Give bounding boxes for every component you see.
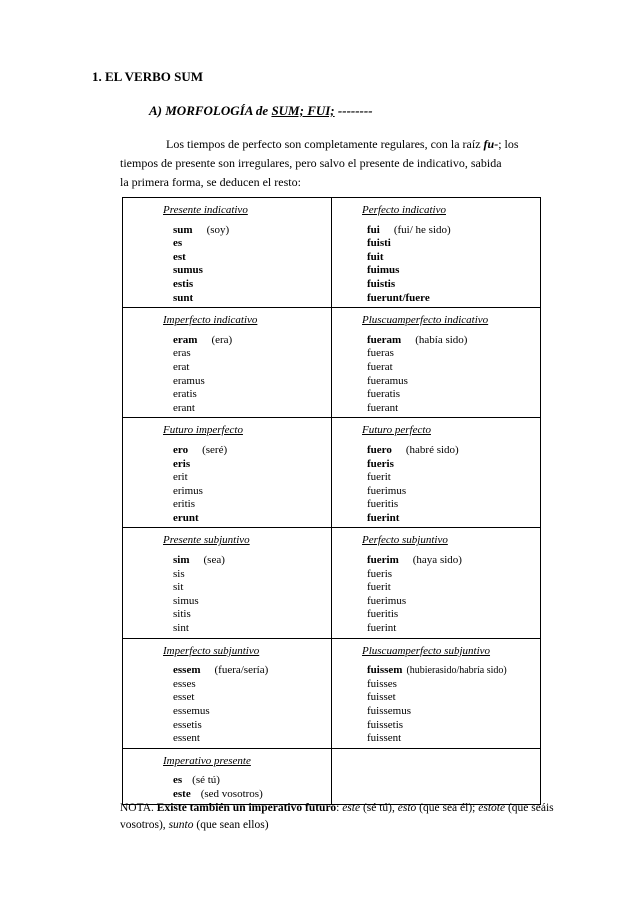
- note-trans-4: (que sean ellos): [193, 819, 269, 831]
- verb-form: [173, 774, 331, 788]
- tense-title: Presente subjuntivo: [163, 534, 250, 547]
- verb-form-text: sunt: [173, 291, 194, 304]
- verb-form-text: fuissetis: [367, 718, 404, 731]
- verb-form: [173, 334, 331, 348]
- verb-form-text: fuerimus: [367, 594, 407, 607]
- translation: (había sido): [415, 333, 468, 346]
- subsection-letter: A): [149, 103, 162, 118]
- verb-form: [173, 691, 331, 705]
- tense-cell-right: [332, 638, 541, 748]
- verb-form: [173, 705, 331, 719]
- translation: (fui/ he sido): [393, 223, 451, 236]
- verb-form-text: fuerit: [367, 581, 391, 594]
- verb-form: [367, 608, 540, 622]
- translation: (fuera/sería): [214, 664, 269, 677]
- verb-form: [367, 554, 540, 568]
- verb-form-text: fuerant: [367, 401, 399, 414]
- verb-form: [367, 512, 540, 526]
- verb-form-text: esses: [173, 677, 196, 690]
- tense-title: Imperativo presente: [163, 754, 251, 767]
- section-heading: 1. EL VERBO SUM: [92, 69, 204, 84]
- tense-row: [123, 198, 541, 308]
- verb-form: [367, 444, 540, 458]
- empty-cell: [332, 748, 541, 804]
- verb-form: [173, 678, 331, 692]
- verb-form: [173, 595, 331, 609]
- verb-form-text: sitis: [173, 608, 191, 621]
- note-form-estote: estote: [478, 802, 506, 814]
- verb-form-text: fuit: [367, 250, 384, 263]
- subsection-dashes: --------: [337, 103, 373, 118]
- verb-form-text: estis: [173, 277, 194, 290]
- verb-form-text: simus: [173, 594, 199, 607]
- tense-title: Presente indicativo: [163, 204, 248, 216]
- verb-form-text: fueris: [367, 457, 394, 470]
- note-bold: Existe también un imperativo futuro: [156, 802, 337, 814]
- verb-form: [367, 471, 540, 485]
- verb-form: [173, 471, 331, 485]
- note-trans-1: (sé tú),: [360, 802, 398, 814]
- tense-title: Pluscuamperfecto subjuntivo: [362, 644, 491, 657]
- verb-form-text: fueras: [367, 347, 394, 360]
- verb-form: [367, 719, 540, 733]
- verb-form: [173, 568, 331, 582]
- verb-form-text: eram: [173, 333, 198, 346]
- verb-form-text: fuerat: [367, 360, 393, 373]
- verb-form-text: sumus: [173, 264, 203, 277]
- verb-form: [173, 251, 331, 265]
- verb-form-text: este: [173, 787, 191, 800]
- verb-form: [367, 498, 540, 512]
- verb-form-text: fuerim: [367, 554, 399, 567]
- verb-form: [173, 622, 331, 636]
- subsection-heading: [149, 103, 373, 119]
- translation: (soy): [206, 223, 230, 236]
- tense-title: Perfecto subjuntivo: [362, 534, 448, 547]
- verb-form-text: erimus: [173, 484, 203, 497]
- verb-form: [367, 402, 540, 416]
- verb-form-text: fuerint: [367, 511, 400, 524]
- verb-form-text: sint: [173, 622, 189, 635]
- verb-form-text: fuero: [367, 443, 392, 456]
- translation: (hubierasido/habría sido): [406, 665, 507, 677]
- verb-form-text: sit: [173, 581, 184, 594]
- verb-form: [367, 334, 540, 348]
- intro-text-3: tiempos de presente son irregulares, pero salvo el presente de indicativo, sabida: [120, 156, 502, 170]
- tense-cell-left: [123, 308, 332, 418]
- verb-form-text: sis: [173, 567, 185, 580]
- verb-form: [367, 458, 540, 472]
- verb-form-text: essem: [173, 664, 201, 677]
- verb-form-text: erant: [173, 401, 195, 414]
- verb-form: [173, 224, 331, 238]
- note-form-esto: esto: [397, 802, 417, 814]
- verb-form: [173, 278, 331, 292]
- intro-text-4: la primera forma, se deducen el resto:: [120, 175, 301, 189]
- translation: (sé tú): [192, 774, 220, 787]
- tense-cell-left: [123, 638, 332, 748]
- verb-form-text: fuistis: [367, 277, 396, 290]
- verb-form: [173, 347, 331, 361]
- verb-form: [367, 622, 540, 636]
- tense-row: [123, 638, 541, 748]
- tense-row: [123, 308, 541, 418]
- translation: (seré): [202, 443, 228, 456]
- verb-form-text: fueris: [367, 567, 393, 580]
- verb-form: [173, 264, 331, 278]
- verb-form: [173, 664, 331, 678]
- verb-form: [367, 595, 540, 609]
- intro-text-2: ; los: [498, 137, 519, 151]
- verb-form-text: fuisti: [367, 237, 391, 250]
- verb-form-text: ero: [173, 443, 189, 456]
- verb-form-text: fuissemus: [367, 705, 411, 717]
- tense-row: [123, 528, 541, 638]
- tense-row: [123, 418, 541, 528]
- subsection-verb: SUM; FUI;: [271, 103, 335, 118]
- verb-form: [173, 388, 331, 402]
- subsection-title: MORFOLOGÍA de: [165, 103, 269, 118]
- tense-title: Imperfecto subjuntivo: [163, 644, 260, 657]
- verb-form: [173, 719, 331, 733]
- verb-form: [173, 512, 331, 526]
- verb-form: [367, 375, 540, 389]
- verb-form-text: fuerint: [367, 622, 397, 635]
- translation: (sed vosotros): [200, 787, 263, 800]
- verb-form: [367, 705, 540, 719]
- verb-form: [173, 444, 331, 458]
- verb-form: [367, 292, 540, 306]
- verb-form-text: fui: [367, 223, 380, 236]
- verb-form: [173, 458, 331, 472]
- verb-form: [367, 361, 540, 375]
- note-trans-3: (que seáis vosotros),: [120, 802, 554, 831]
- verb-form-text: erat: [173, 360, 190, 373]
- verb-form-text: eritis: [173, 498, 195, 511]
- verb-form: [173, 375, 331, 389]
- verb-form-text: fuerunt/fuere: [367, 291, 430, 304]
- verb-form: [367, 224, 540, 238]
- verb-form: [173, 554, 331, 568]
- verb-form-text: sim: [173, 554, 190, 567]
- note-form-sunto: sunto: [168, 819, 194, 831]
- conjugation-table: [122, 197, 541, 805]
- verb-form-text: erunt: [173, 511, 199, 524]
- verb-form: [173, 498, 331, 512]
- tense-cell-left: [123, 418, 332, 528]
- verb-form-text: essetis: [173, 718, 202, 731]
- verb-form-text: es: [173, 774, 183, 787]
- tense-cell-left: [123, 748, 332, 804]
- verb-form: [173, 485, 331, 499]
- verb-form-text: es: [173, 237, 183, 250]
- note-colon: :: [336, 802, 343, 814]
- tense-title: Futuro perfecto: [362, 424, 431, 437]
- verb-form-text: fuisses: [367, 677, 397, 690]
- tense-cell-left: [123, 198, 332, 308]
- verb-form-text: fuissem: [367, 664, 403, 677]
- verb-form: [367, 568, 540, 582]
- verb-form: [367, 251, 540, 265]
- verb-form: [367, 237, 540, 251]
- verb-form-text: fueritis: [367, 498, 399, 511]
- verb-form: [367, 732, 540, 746]
- tense-title: Imperfecto indicativo: [163, 314, 258, 327]
- intro-text-1: Los tiempos de perfecto son completamente regulares, con la raíz: [166, 137, 484, 151]
- translation: (haya sido): [412, 554, 462, 567]
- verb-form: [367, 388, 540, 402]
- verb-form: [173, 361, 331, 375]
- tense-cell-left: [123, 528, 332, 638]
- verb-form-text: essemus: [173, 705, 210, 717]
- note-label: NOTA.: [120, 802, 154, 814]
- verb-form: [367, 691, 540, 705]
- tense-title: Futuro imperfecto: [163, 424, 243, 437]
- tense-cell-right: [332, 308, 541, 418]
- tense-cell-right: [332, 418, 541, 528]
- verb-form-text: fueramus: [367, 374, 408, 387]
- note: [120, 800, 560, 834]
- verb-form-text: eratis: [173, 388, 197, 401]
- verb-form: [173, 292, 331, 306]
- tense-title: Pluscuamperfecto indicativo: [362, 314, 489, 327]
- verb-form-text: erit: [173, 471, 188, 484]
- verb-form: [173, 581, 331, 595]
- verb-form-text: fuerit: [367, 471, 391, 484]
- verb-form-text: fueritis: [367, 608, 399, 621]
- verb-form: [367, 264, 540, 278]
- verb-form: [173, 237, 331, 251]
- tense-title: Perfecto indicativo: [362, 204, 446, 216]
- note-form-este: este: [342, 802, 361, 814]
- tense-cell-right: [332, 528, 541, 638]
- verb-form-text: eris: [173, 457, 191, 470]
- verb-form-text: fuerimus: [367, 484, 407, 497]
- verb-form-text: fuimus: [367, 264, 400, 277]
- translation: (habré sido): [405, 443, 459, 456]
- verb-form-text: essent: [173, 732, 200, 745]
- verb-form-text: est: [173, 250, 186, 263]
- tense-cell-right: [332, 198, 541, 308]
- verb-form-text: sum: [173, 223, 193, 236]
- verb-form: [173, 402, 331, 416]
- verb-form-text: fueram: [367, 333, 402, 346]
- verb-form-text: eras: [173, 347, 191, 360]
- verb-form-text: eramus: [173, 374, 205, 387]
- verb-form: [367, 347, 540, 361]
- verb-form: [367, 485, 540, 499]
- verb-form: [367, 581, 540, 595]
- verb-form-text: fueratis: [367, 388, 400, 401]
- verb-form: [367, 664, 540, 678]
- verb-form-text: esset: [173, 691, 195, 704]
- verb-form: [173, 732, 331, 746]
- verb-form: [367, 278, 540, 292]
- verb-form: [367, 678, 540, 692]
- translation: (era): [211, 333, 233, 346]
- note-trans-2: (que sea él);: [416, 802, 479, 814]
- tense-row: [123, 748, 541, 804]
- verb-form-text: fuissent: [367, 732, 402, 745]
- translation: (sea): [203, 554, 225, 567]
- verb-form: [173, 608, 331, 622]
- verb-form-text: fuisset: [367, 691, 396, 704]
- intro-paragraph: [120, 135, 550, 192]
- intro-root: fu-: [483, 137, 499, 151]
